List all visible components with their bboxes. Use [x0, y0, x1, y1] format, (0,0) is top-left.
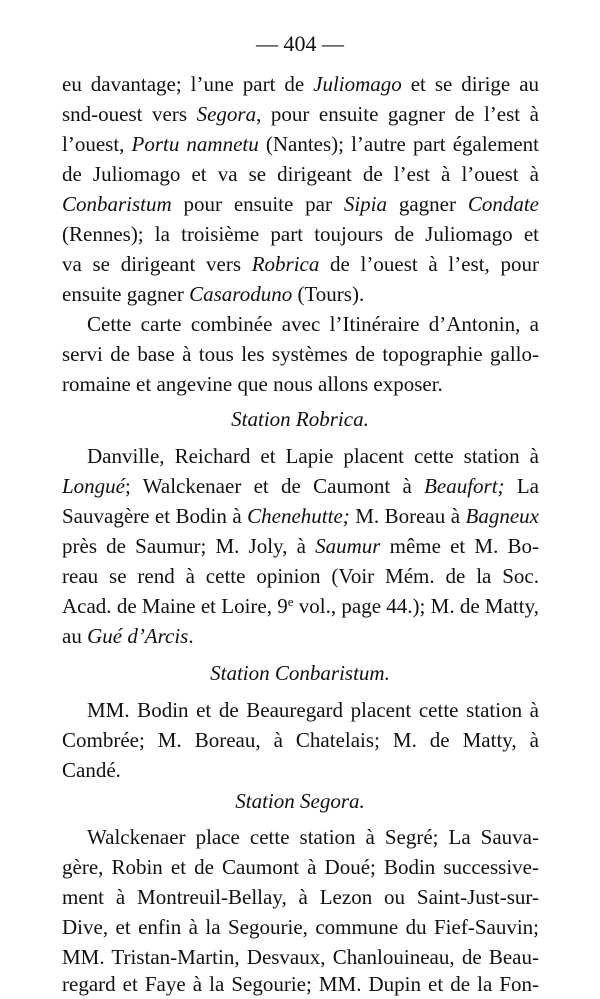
text-line: ment à Montreuil-Bellay, à Lezon ou Saint-Just-sur-	[62, 885, 539, 909]
text-line: MM. Tristan-Martin, Desvaux, Chanlouineau, de Beau-	[62, 945, 539, 969]
text-line: Danville, Reichard et Lapie placent cette station à	[87, 444, 539, 468]
text-line: gère, Robin et de Caumont à Doué; Bodin successive-	[62, 855, 539, 879]
section-heading-robrica: Station Robrica.	[231, 407, 369, 431]
text-line: MM. Bodin et de Beauregard placent cette station à	[87, 698, 539, 722]
text-line: l’ouest, Portu namnetu (Nantes); l’autre part également	[62, 132, 539, 156]
text-line: Longué; Walckenaer et de Caumont à Beaufort; La	[62, 474, 539, 498]
text-line: servi de base à tous les systèmes de topographie gallo-	[62, 342, 539, 366]
page-number: — 404 —	[256, 31, 344, 56]
text-line: Cette carte combinée avec l’Itinéraire d’Antonin, a	[87, 312, 539, 336]
text-line: Combrée; M. Boreau, à Chatelais; M. de Matty, à	[62, 728, 539, 752]
text-line: va se dirigeant vers Robrica de l’ouest à l’est, pour	[62, 252, 539, 276]
text-line: reau se rend à cette opinion (Voir Mém. de la Soc.	[62, 564, 539, 588]
text-line: romaine et angevine que nous allons exposer.	[62, 372, 443, 396]
text-line: (Rennes); la troisième part toujours de Juliomago et	[62, 222, 539, 246]
text-line: regard et Faye à la Segourie; MM. Dupin et de la Fon-	[62, 972, 539, 996]
text-line: au Gué d’Arcis.	[62, 624, 194, 648]
text-line: Conbaristum pour ensuite par Sipia gagner Condate	[62, 192, 539, 216]
text-line: eu davantage; l’une part de Juliomago et se dirige au	[62, 72, 539, 96]
text-line: près de Saumur; M. Joly, à Saumur même et M. Bo-	[62, 534, 539, 558]
text-line: Candé.	[62, 758, 121, 782]
text-line: ensuite gagner Casaroduno (Tours).	[62, 282, 365, 306]
text-line: Sauvagère et Bodin à Chenehutte; M. Boreau à Bagneux	[62, 504, 539, 528]
text-line: de Juliomago et va se dirigeant de l’est à l’ouest à	[62, 162, 539, 186]
text-line: Acad. de Maine et Loire, 9e vol., page 44.); M. de Matty,	[62, 594, 539, 618]
text-line: Walckenaer place cette station à Segré; La Sauva-	[87, 825, 539, 849]
text-line: Dive, et enfin à la Segourie, commune du Fief-Sauvin;	[62, 915, 539, 939]
text-line: snd-ouest vers Segora, pour ensuite gagner de l’est à	[62, 102, 539, 126]
section-heading-conbaristum: Station Conbaristum.	[210, 661, 390, 685]
section-heading-segora: Station Segora.	[235, 789, 365, 813]
